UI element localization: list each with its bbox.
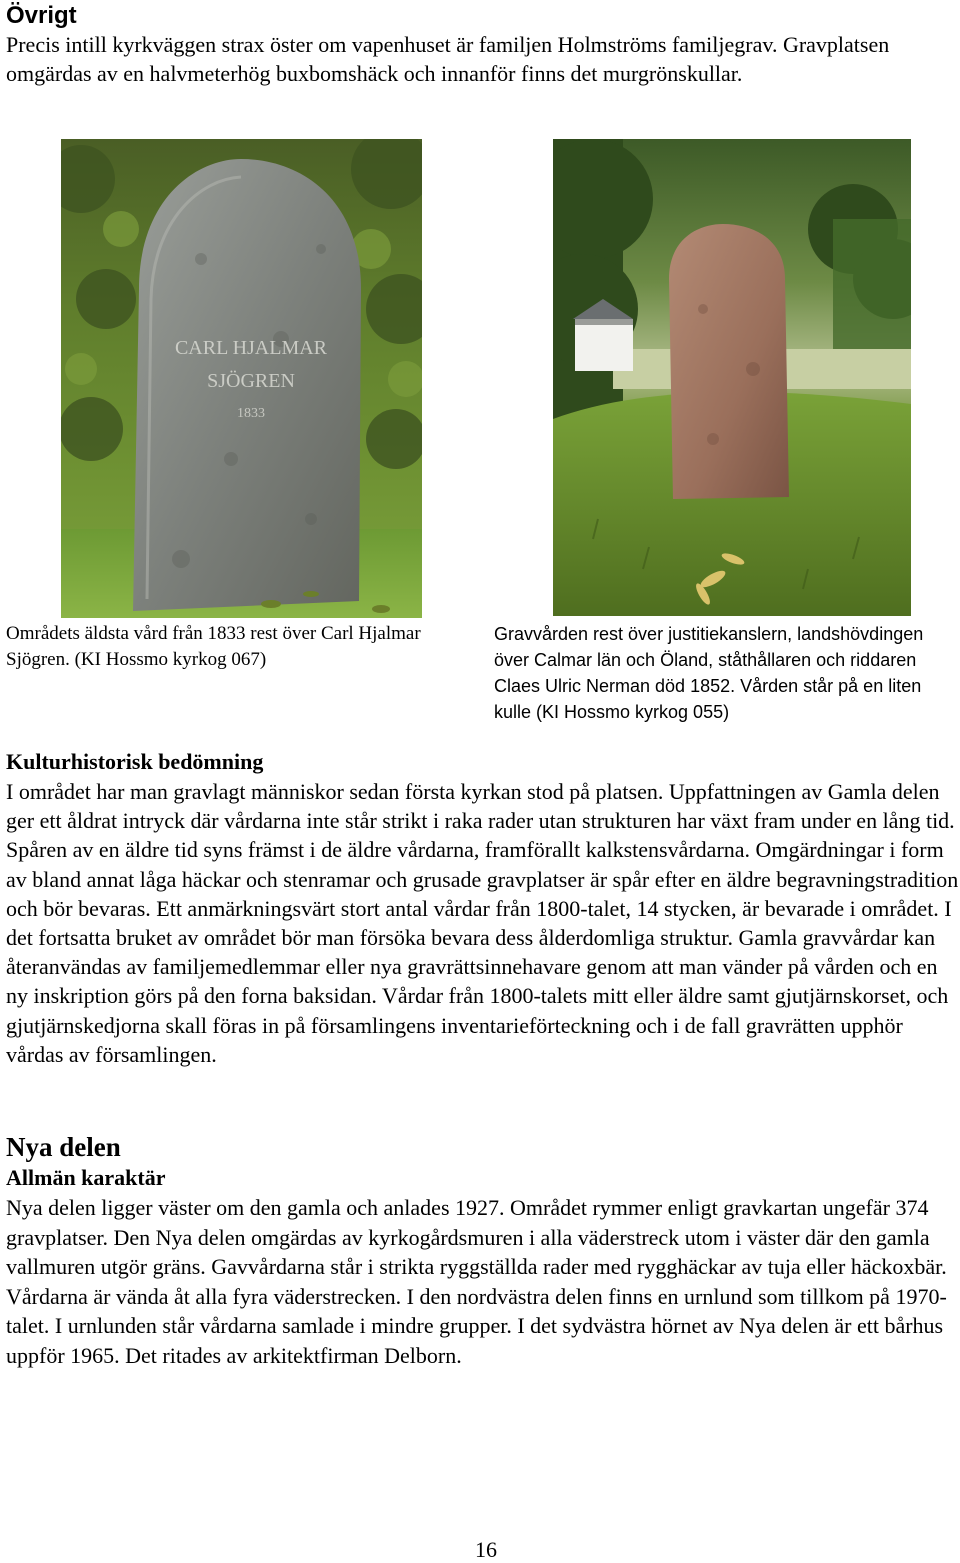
- gravestone-photo-left-graphic: [61, 139, 422, 618]
- gravestone-photo-right-graphic: [553, 139, 911, 616]
- engraving-line-3: 1833: [237, 406, 265, 421]
- section-heading-ovrigt: Övrigt: [6, 2, 77, 29]
- photo-caption-left: Områdets äldsta vård från 1833 rest över Carl Hjalmar Sjögren. (KI Hossmo kyrkog 067): [6, 623, 421, 670]
- intro-paragraph: Precis intill kyrkväggen strax öster om vapenhuset är familjen Holmströms familjegrav. Gravplatsen omgärdas av en halvmeterhög buxbomshäck och innanför finns det murgrönskullar.: [6, 32, 890, 86]
- page-number: 16: [475, 1537, 497, 1562]
- photo-caption-right: Gravvården rest över justitiekanslern, landshövdingen över Calmar län och Öland, ståthållaren och riddaren Claes Ulric Nerman död 1852. Vården står på en liten kulle (KI Hossmo kyrkog 055): [494, 624, 924, 722]
- engraving-line-2: SJÖGREN: [207, 370, 295, 392]
- subheading-allman-karaktar: Allmän karaktär: [6, 1165, 166, 1190]
- engraving-line-1: CARL HJALMAR: [174, 337, 328, 359]
- nya-delen-paragraph: Nya delen ligger väster om den gamla och anlades 1927. Området rymmer enligt gravkartan ungefär 374 gravplatser. Den Nya delen omgärdas av kyrkogårdsmuren i alla väderstreck utom i väster där den gamla vallmuren utgör gräns. Gavvårdarna står i strikta ryggställda rader med rygghäckar av tuja eller häckoxbär. Vårdarna är vända åt alla fyra väderstrecken. I den nordvästra delen finns en urnlund som tillkom på 1970-talet. I urnlunden står vårdarna samlade i mindre grupper. I det sydvästra hörnet av Nya delen är ett bårhus uppför 1965. Det ritades av arkitektfirman Delborn.: [6, 1195, 947, 1368]
- gravestone-photo-right: [553, 139, 911, 616]
- section-heading-kulturhistorisk: Kulturhistorisk bedömning: [6, 749, 264, 774]
- kulturhistorisk-paragraph: I området har man gravlagt människor sedan första kyrkan stod på platsen. Uppfattningen av Gamla delen ger ett åldrat intryck där vårdarna inte står strikt i raka rader utan strukturen har växt fram under en lång tid. Spåren av en äldre tid syns främst i de äldre vårdarna, framförallt kalkstensvårdarna. Omgärdningar i form av bland annat låga häckar och stenramar och grusade gravplatser är spår efter en äldre begravningstradition och bör bevaras. Ett anmärkningsvärt stort antal vårdar från 1800-talet, 14 stycken, är bevarade i området. I det fortsatta bruket av området bör man försöka bevara dess ålderdomliga struktur. Gamla gravvårdar kan återanvändas av familjemedlemmar eller nya gravrättsinnehavare genom att man vänder på vården och en ny inskription görs på den forna baksidan. Vårdar från 1800-talets mitt eller äldre samt gjutjärnskorset, och gjutjärnskedjorna skall föras in på församlingens inventarieförteckning och i de fall gravrätten upphör vårdas av församlingen.: [6, 779, 959, 1067]
- gravestone-photo-left: [61, 139, 422, 618]
- section-heading-nya-delen: Nya delen: [6, 1132, 121, 1162]
